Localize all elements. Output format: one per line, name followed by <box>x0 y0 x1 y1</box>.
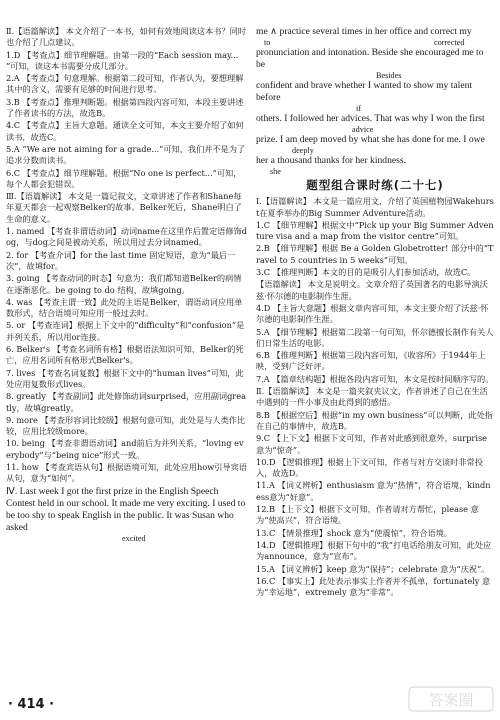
section-title: 题型组合课时练(二十七) <box>306 178 444 192</box>
answer-paragraph: Ⅲ.【语篇解读】 本文是一篇记叙文，文章讲述了作者和Shane每年夏天都会一起观察Belker的故事。Belker死后，Shane明白了生命的意义。 <box>6 191 242 224</box>
answer-paragraph: 3.B 【考查点】推理判断题。根据第四段内容可知，本段主要讲述了作者读书的方法，故选B。 <box>6 96 244 119</box>
answer-paragraph: 4.D 【主旨大意题】根据文章内容可知，本文主要介绍了沃兹·怀尔德的电影制作生涯。 <box>256 302 489 325</box>
answer-paragraph: 6. Belker's 【考查名词所有格】根据语法知识可知，Belker的死亡，应用名词所有格形式Belker's。 <box>6 344 244 366</box>
answer-paragraph: 5.A 【细节理解】根据第二段第一句可知，怀尔德擅长制作有关人们日常生活的电影。 <box>256 326 494 348</box>
answer-paragraph: 4. was 【考查主谓一致】此处的主语是Belker，谓语动词应用单数形式，结合语境可知应用一般过去时。 <box>6 296 243 319</box>
answer-paragraph: 7. lives 【考查名词复数】根据下文中的“human lives”可知，此处应用复数形式lives。 <box>6 367 244 389</box>
essay-note-5: deeply <box>292 146 314 155</box>
answer-paragraph: 10. being 【考查非谓语动词】and前后为并列关系，“loving everybody”与“being nice”形式一致。 <box>6 438 244 460</box>
answer-paragraph: 1. named 【考查非谓语动词】动词name在这里作后置定语修饰dog，与dog之间是被动关系，所以用过去分词named。 <box>6 226 247 248</box>
essay-note-6: she <box>270 167 281 176</box>
answer-paragraph: Ⅱ.【语篇解读】 本文是一篇夹叙夹议文，作者讲述了自己在生活中遇到的一件小事及由此得到的感悟。 <box>256 386 488 408</box>
answer-paragraph: 4.C 【考查点】主旨大意题。通读全文可知，本文主要介绍了如何读书，故选C。 <box>6 120 244 142</box>
answer-paragraph: 【语篇解读】 本文是说明文。文章介绍了英国著名的电影导演沃兹·怀尔德的电影制作生涯。 <box>256 279 488 301</box>
answer-paragraph: 3.C 【推理判断】本文的目的是吸引人们参加活动，故选C。 <box>256 267 476 278</box>
answer-paragraph: 2.A 【考查点】句意理解。根据第二段可知，作者认为，要想理解其中的含义，需要有足够的时间进行思考。 <box>6 73 244 95</box>
answer-paragraph: 15.A 【词义辨析】keep 意为“保持”；celebrate 意为“庆祝”。 <box>256 563 490 574</box>
answer-paragraph: 6.C 【考查点】细节理解题。根据“No one is perfect...”可知，每个人都会犯错误。 <box>6 167 242 189</box>
essay-correction: excited <box>122 533 146 543</box>
essay-intro: Ⅳ. Last week I got the first prize in the English Speech Contest held in our school. It made me very exciting. I used to be too shy to speak English in the public. It was Susan who asked <box>6 485 246 533</box>
essay-line-2: pronunciation and intonation. Beside she encouraged me to be <box>256 47 484 70</box>
answer-paragraph: 9.C 【上下文】根据下文可知，作者对此感到很意外，surprise意为“惊奇”。 <box>256 433 488 455</box>
left-answer-list <box>6 26 248 485</box>
answer-paragraph: 13.C 【情景推理】shock 意为“使震惊”，符合语境。 <box>256 527 453 538</box>
answer-paragraph: 8. greatly 【考查副词】此处修饰动词surprised，应用副词greatly，故填greatly。 <box>6 391 246 413</box>
answer-paragraph: 6.B 【推理判断】根据第三段内容可知，《收容所》于1944年上映，受到广泛好评。 <box>256 350 486 372</box>
answer-paragraph: 16.C 【事实上】此处表示事实上作者并不孤单，fortunately 意为“幸运地”，extremely 意为“非常”。 <box>256 575 491 598</box>
essay-line-6: her a thousand thanks for her kindness. <box>256 155 407 166</box>
answer-paragraph: 9. more 【考查形容词比较级】根据句意可知，此处是与人类作比较，应用比较级more。 <box>6 414 246 437</box>
page-number: · 414 · <box>8 697 55 712</box>
answer-paragraph: Ⅱ.【语篇解读】 本文介绍了一本书，如何有效地阅读这本书？同时也介绍了几点建议。 <box>6 26 247 48</box>
answer-paragraph: 11. how 【考查宾语从句】根据语境可知，此处应用how引导宾语从句，意为“如何”。 <box>6 461 247 484</box>
essay-note-1b: corrected <box>434 38 465 47</box>
essay-note-2: Besides <box>376 71 402 80</box>
answer-paragraph: 2.B 【细节理解】根据 Be a Golden Globetrotter! 部分中的“Travel to 5 countries in 5 weeks”可知。 <box>256 243 494 265</box>
essay-note-4: advice <box>352 125 374 134</box>
left-column <box>6 26 248 543</box>
answer-paragraph: 1.D 【考查点】细节理解题。由第一段的“Each session may... ”可知，读这本书需要分成几部分。 <box>6 49 239 71</box>
essay-line-3: confident and brave whether I wanted to show my talent before <box>256 80 473 103</box>
answer-paragraph: 2. for 【考查介词】for the last time 固定短语，意为“最后一次”，故填for。 <box>6 249 236 271</box>
essay-line-4: others. I followed her advices. That was why I won the first <box>256 113 485 124</box>
essay-line-5: prize. I am deep moved by what she has done for me. I owe <box>256 134 485 145</box>
right-column <box>256 26 494 599</box>
answer-paragraph: 11.A 【词义辨析】enthusiasm 意为“热情”，符合语境，kindness意为“好意”。 <box>256 480 491 502</box>
watermark-logo <box>408 684 494 714</box>
answer-paragraph: 12.B 【上下文】根据下文可知，作者请对方帮忙，please 意为“使高兴”，符合语境。 <box>256 504 479 526</box>
watermark-text: 答案圈 <box>428 691 474 709</box>
left-essay <box>6 486 248 543</box>
right-essay <box>256 26 494 176</box>
answer-paragraph: 10.D 【逻辑推理】根据上下文可知，作者与对方交谈时非常投入，故选D。 <box>256 456 483 479</box>
answer-paragraph: 5. or 【考查连词】根据上下文中的“difficulty”和“confusion”是并列关系，所以用or连接。 <box>6 320 245 342</box>
answer-paragraph: 14.D 【逻辑推理】根据下句中的“我”打电话给朋友可知，此处应为announce，意为“宣布”。 <box>256 539 492 562</box>
essay-note-1a: to <box>264 38 271 47</box>
answer-paragraph: 1.C 【细节理解】根据文中“Pick up your Big Summer Adventure visa and a map from the visitor centre”可知。 <box>256 219 494 242</box>
essay-note-3: if <box>356 104 362 113</box>
essay-line-1: me ∧ practice several times in her office and correct my <box>256 26 472 37</box>
answer-paragraph: 3. going 【考查动词的时态】句意为：我们都知道Belker的病情在逐渐恶化。be going to do 结构，故填going。 <box>6 273 242 295</box>
right-answer-list <box>256 196 494 598</box>
answer-paragraph: 5.A “We are not aiming for a grade...”可知，我们并不是为了追求分数而读书。 <box>6 143 246 166</box>
answer-paragraph: 8.B 【根据空后】根据“in my own business”可以判断，此处指在自己的事情中，故选B。 <box>256 409 493 431</box>
answer-paragraph: 7.A 【篇章结构题】根据各段内容可知，本文是按时间顺序写的。 <box>256 373 494 384</box>
answer-paragraph: Ⅰ.【语篇解读】 本文是一篇应用文，介绍了英国植物园Wakehurst在夏季举办的Big Summer Adventure活动。 <box>256 196 494 218</box>
